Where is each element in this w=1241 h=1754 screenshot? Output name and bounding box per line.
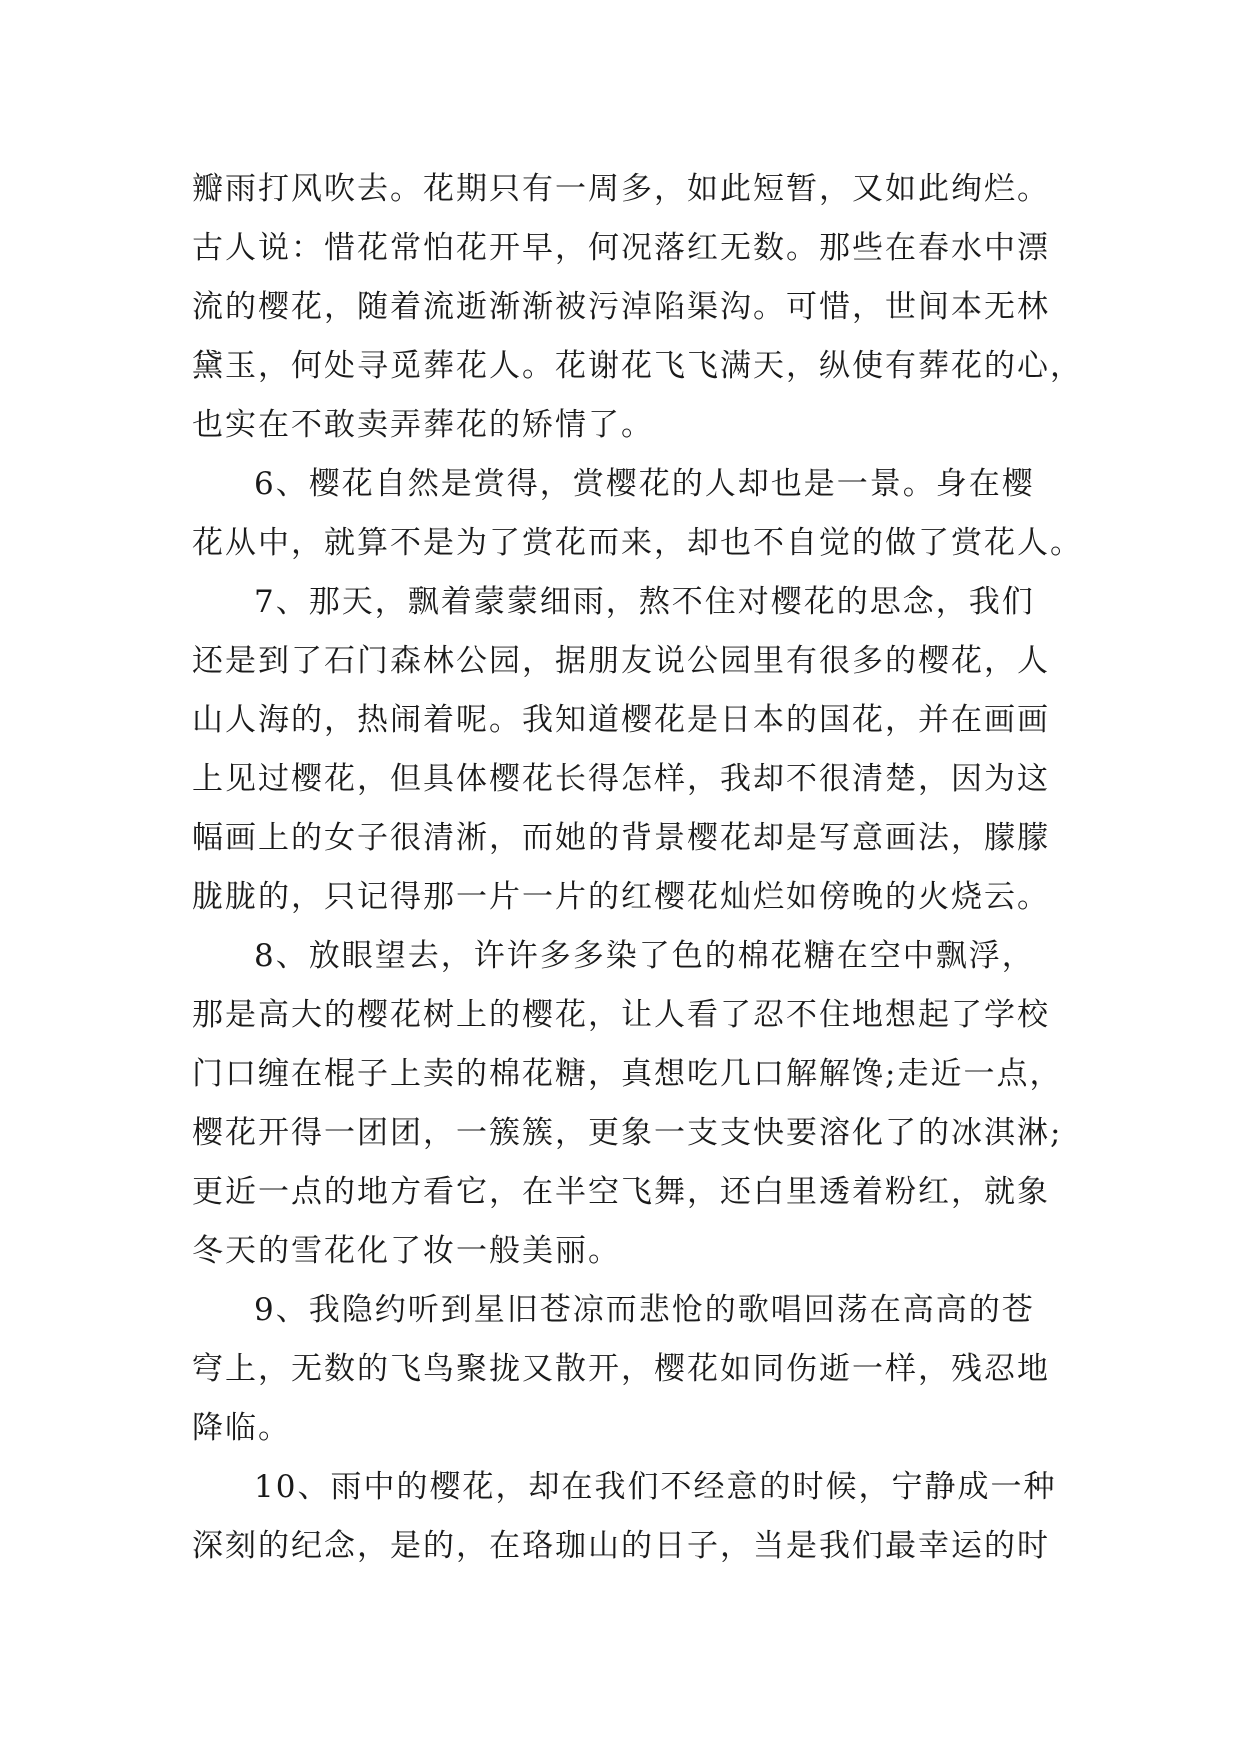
text-line: 冬天的雪花化了妆一般美丽。 [192,1233,621,1269]
paragraph-8 [192,927,1062,1281]
text-line: 穹上，无数的飞鸟聚拢又散开，樱花如同伤逝一样，残忍地 [192,1351,1050,1387]
text-line: 花从中，就算不是为了赏花而来，却也不自觉的做了赏花人。 [192,525,1083,561]
paragraph-9 [192,1281,1062,1458]
text-line: 8、放眼望去，许许多多染了色的棉花糖在空中飘浮， [254,938,1035,974]
text-line: 幅画上的女子很清淅，而她的背景樱花却是写意画法，朦朦 [192,820,1050,856]
paragraph-7 [192,573,1062,927]
text-line: 流的樱花，随着流逝渐渐被污淖陷渠沟。可惜，世间本无林 [192,289,1050,325]
text-line: 瓣雨打风吹去。花期只有一周多，如此短暂，又如此绚烂。 [192,171,1050,207]
text-line: 更近一点的地方看它，在半空飞舞，还白里透着粉红，就象 [192,1174,1050,1210]
text-line: 深刻的纪念，是的，在珞珈山的日子，当是我们最幸运的时 [192,1528,1050,1564]
paragraph-6 [192,455,1083,573]
text-line: 7、那天，飘着蒙蒙细雨，熬不住对樱花的思念，我们 [254,584,1035,620]
text-line: 9、我隐约听到星旧苍凉而悲怆的歌唱回荡在高高的苍 [254,1292,1035,1328]
text-line: 门口缠在棍子上卖的棉花糖，真想吃几口解解馋;走近一点， [192,1056,1063,1092]
text-line: 也实在不敢卖弄葬花的矫情了。 [192,407,654,443]
text-line: 6、樱花自然是赏得，赏樱花的人却也是一景。身在樱 [254,466,1035,502]
text-line: 黛玉，何处寻觅葬花人。花谢花飞飞满天，纵使有葬花的心， [192,348,1083,384]
text-line: 降临。 [192,1410,291,1446]
text-line: 上见过樱花，但具体樱花长得怎样，我却不很清楚，因为这 [192,761,1050,797]
text-line: 古人说：惜花常怕花开早，何况落红无数。那些在春水中漂 [192,230,1050,266]
paragraph-continuation [192,160,1083,455]
text-line: 那是高大的樱花树上的樱花，让人看了忍不住地想起了学校 [192,997,1050,1033]
paragraph-10 [192,1458,1062,1576]
document-body [192,160,1083,1576]
text-line: 山人海的，热闹着呢。我知道樱花是日本的国花，并在画画 [192,702,1050,738]
text-line: 胧胧的，只记得那一片一片的红樱花灿烂如傍晚的火烧云。 [192,879,1050,915]
text-line: 樱花开得一团团，一簇簇，更象一支支快要溶化了的冰淇淋; [192,1115,1063,1151]
text-line: 还是到了石门森林公园，据朋友说公园里有很多的樱花，人 [192,643,1050,679]
text-line: 10、雨中的樱花，却在我们不经意的时候，宁静成一种 [254,1469,1057,1505]
